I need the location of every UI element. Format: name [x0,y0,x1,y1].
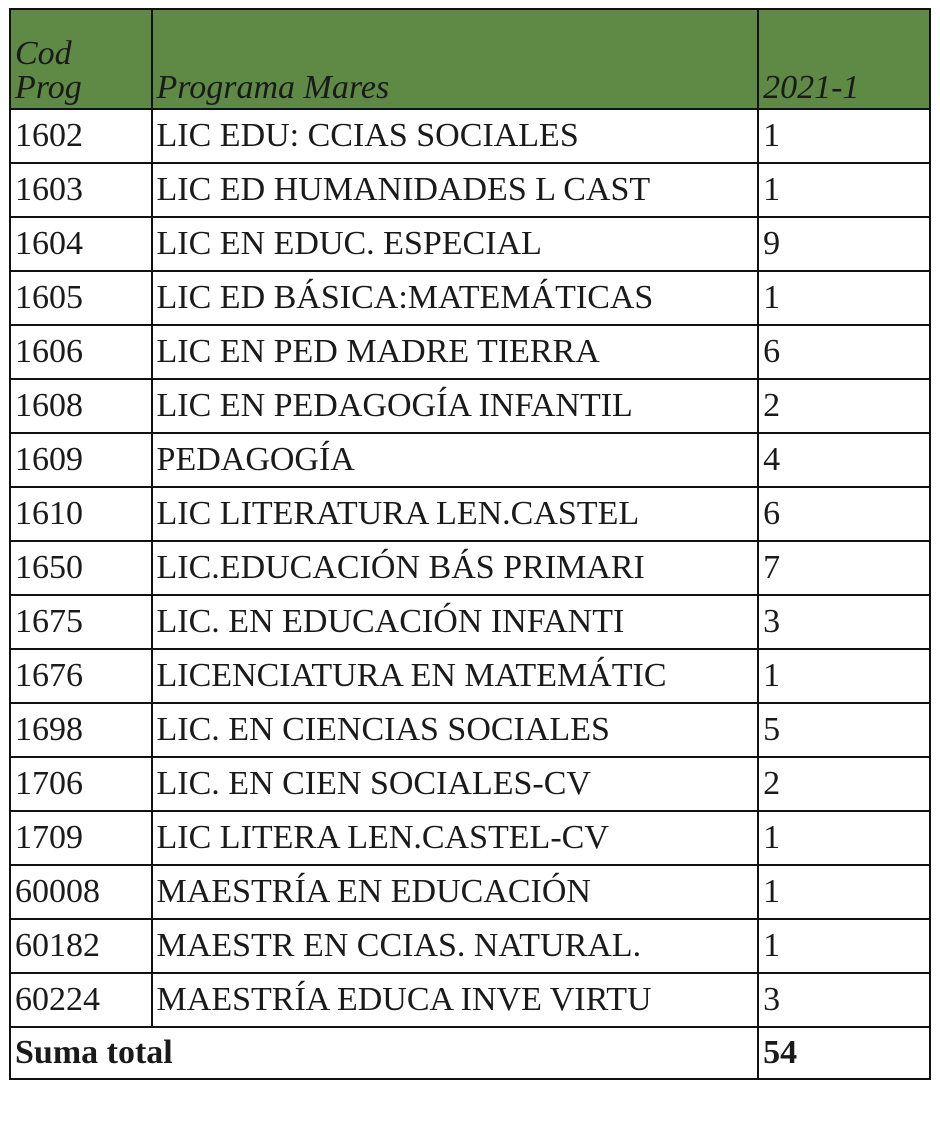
cell-program[interactable]: PEDAGOGÍA [152,433,759,487]
table-row [10,379,930,433]
header-code-line2: Prog [15,69,82,106]
cell-value[interactable]: 1 [758,163,930,217]
cell-program[interactable]: LIC ED HUMANIDADES L CAST [152,163,759,217]
cell-program[interactable]: LIC ED BÁSICA:MATEMÁTICAS [152,271,759,325]
program-table [9,8,931,1080]
table-row [10,325,930,379]
table-row [10,919,930,973]
cell-code[interactable]: 1605 [10,271,152,325]
cell-program[interactable]: LIC. EN CIENCIAS SOCIALES [152,703,759,757]
cell-code[interactable]: 1606 [10,325,152,379]
cell-code[interactable]: 1676 [10,649,152,703]
table-row [10,865,930,919]
cell-code[interactable]: 1603 [10,163,152,217]
cell-program[interactable]: MAESTRÍA EDUCA INVE VIRTU [152,973,759,1027]
cell-value[interactable]: 1 [758,649,930,703]
cell-code[interactable]: 1698 [10,703,152,757]
table-row [10,703,930,757]
table-row [10,487,930,541]
cell-program[interactable]: MAESTR EN CCIAS. NATURAL. [152,919,759,973]
table-row [10,757,930,811]
table-row [10,973,930,1027]
table-row [10,217,930,271]
cell-value[interactable]: 2 [758,757,930,811]
cell-code[interactable]: 60224 [10,973,152,1027]
cell-program[interactable]: LIC.EDUCACIÓN BÁS PRIMARI [152,541,759,595]
table-body [10,109,930,1027]
cell-value[interactable]: 1 [758,271,930,325]
cell-program[interactable]: LIC EN PED MADRE TIERRA [152,325,759,379]
cell-program[interactable]: LIC LITERA LEN.CASTEL-CV [152,811,759,865]
table-row [10,649,930,703]
header-program[interactable]: Programa Mares [152,9,759,109]
header-code-line1: Cod [15,35,72,72]
table-row [10,541,930,595]
cell-value[interactable]: 1 [758,811,930,865]
cell-value[interactable]: 3 [758,595,930,649]
cell-program[interactable]: LIC LITERATURA LEN.CASTEL [152,487,759,541]
cell-program[interactable]: MAESTRÍA EN EDUCACIÓN [152,865,759,919]
cell-value[interactable]: 6 [758,325,930,379]
cell-code[interactable]: 1706 [10,757,152,811]
cell-program[interactable]: LIC EDU: CCIAS SOCIALES [152,109,759,163]
cell-value[interactable]: 2 [758,379,930,433]
cell-code[interactable]: 1608 [10,379,152,433]
total-value[interactable]: 54 [758,1027,930,1079]
cell-code[interactable]: 1609 [10,433,152,487]
cell-code[interactable]: 1602 [10,109,152,163]
cell-code[interactable]: 60182 [10,919,152,973]
cell-value[interactable]: 3 [758,973,930,1027]
table-row [10,811,930,865]
header-code[interactable] [10,9,152,109]
cell-code[interactable]: 1709 [10,811,152,865]
cell-value[interactable]: 4 [758,433,930,487]
table-row [10,271,930,325]
cell-program[interactable]: LIC. EN EDUCACIÓN INFANTI [152,595,759,649]
header-period[interactable]: 2021-1 [758,9,930,109]
header-row [10,9,930,109]
cell-value[interactable]: 1 [758,109,930,163]
cell-value[interactable]: 6 [758,487,930,541]
cell-code[interactable]: 1610 [10,487,152,541]
cell-value[interactable]: 1 [758,865,930,919]
cell-value[interactable]: 5 [758,703,930,757]
cell-code[interactable]: 60008 [10,865,152,919]
cell-code[interactable]: 1604 [10,217,152,271]
cell-program[interactable]: LIC EN EDUC. ESPECIAL [152,217,759,271]
table-row [10,163,930,217]
cell-program[interactable]: LICENCIATURA EN MATEMÁTIC [152,649,759,703]
cell-value[interactable]: 7 [758,541,930,595]
total-label[interactable]: Suma total [10,1027,758,1079]
cell-code[interactable]: 1675 [10,595,152,649]
table-row [10,433,930,487]
table-row [10,109,930,163]
cell-program[interactable]: LIC. EN CIEN SOCIALES-CV [152,757,759,811]
cell-program[interactable]: LIC EN PEDAGOGÍA INFANTIL [152,379,759,433]
cell-code[interactable]: 1650 [10,541,152,595]
cell-value[interactable]: 1 [758,919,930,973]
total-row [10,1027,930,1079]
cell-value[interactable]: 9 [758,217,930,271]
table-row [10,595,930,649]
